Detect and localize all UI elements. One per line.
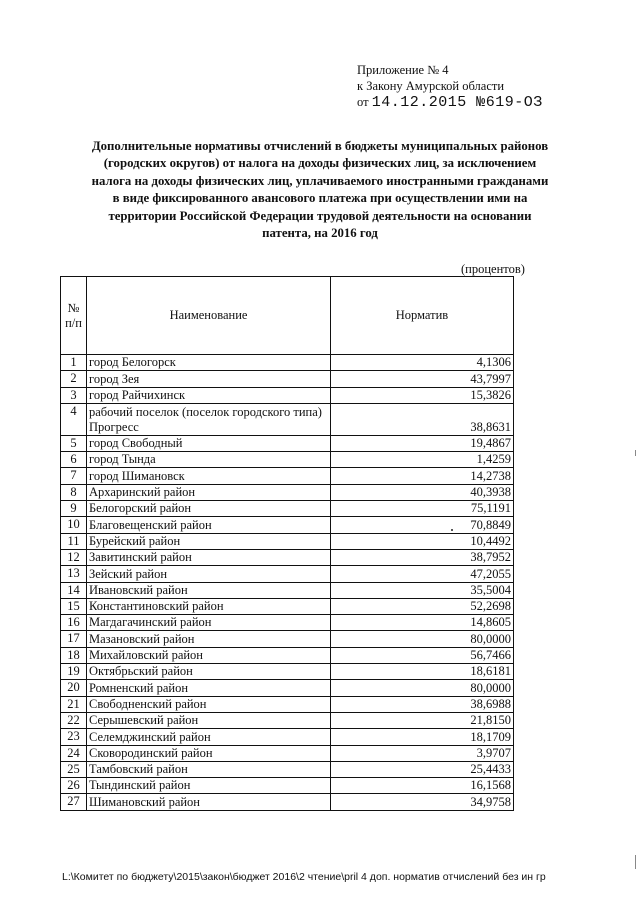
row-value: 25,4433 [331,761,514,777]
row-value: 52,2698 [331,598,514,614]
row-number: 4 [61,403,87,435]
table-row [61,533,514,549]
annex-number: Приложение № 4 [357,63,449,77]
scan-speck [451,529,453,531]
row-number: 3 [61,387,87,403]
header-num: № п/п [61,277,87,355]
table-row [61,778,514,794]
row-name: Ромненский район [87,680,331,696]
row-value: 38,7952 [331,549,514,565]
row-number: 19 [61,664,87,680]
row-value: 14,2738 [331,468,514,484]
row-value: 80,0000 [331,680,514,696]
annex-law: к Закону Амурской области [357,79,505,93]
row-name: город Зея [87,371,331,387]
table-row [61,631,514,647]
table-row [61,501,514,517]
row-number: 16 [61,615,87,631]
table-row [61,549,514,565]
row-value: 38,8631 [331,403,514,435]
row-name: Селемджинский район [87,729,331,745]
row-name: Константиновский район [87,598,331,614]
row-name: Архаринский район [87,484,331,500]
row-name: Зейский район [87,566,331,582]
row-number: 26 [61,778,87,794]
row-name: Мазановский район [87,631,331,647]
row-number: 17 [61,631,87,647]
document-title: Дополнительные нормативы отчислений в бюджеты муниципальных районов (городских округов) от налога на доходы физических лиц, за исключением налога на доходы физических лиц, уплачиваемого иностранными гражданами в виде фиксированного авансового платежа при осуществлении ими на территории Российской Федерации трудовой деятельности на основании патента, на 2016 год [91,139,549,241]
table-row [61,582,514,598]
table-header-row [61,277,514,355]
row-name: Сковородинский район [87,745,331,761]
norms-table [60,276,514,811]
table-row [61,484,514,500]
table-row [61,371,514,387]
annex-date-prefix: от [357,95,369,109]
row-name: город Тында [87,452,331,468]
table-row [61,403,514,435]
header-norm: Норматив [331,277,514,355]
row-name: Ивановский район [87,582,331,598]
row-name: Михайловский район [87,647,331,663]
row-value: 75,1191 [331,501,514,517]
row-value: 21,8150 [331,712,514,728]
row-value: 3,9707 [331,745,514,761]
table-row [61,761,514,777]
row-number: 13 [61,566,87,582]
row-number: 12 [61,549,87,565]
scan-edge-mark [635,450,636,456]
file-path-footer: L:\Комитет по бюджету\2015\закон\бюджет 2016\2 чтение\pril 4 доп. норматив отчислений без ин гр [62,871,546,883]
row-number: 22 [61,712,87,728]
table-row [61,517,514,533]
row-number: 27 [61,794,87,810]
table-row [61,566,514,582]
row-value: 35,5004 [331,582,514,598]
row-value: 34,9758 [331,794,514,810]
row-number: 7 [61,468,87,484]
row-name: Белогорский район [87,501,331,517]
table-row [61,598,514,614]
row-number: 11 [61,533,87,549]
row-number: 8 [61,484,87,500]
row-value: 19,4867 [331,435,514,451]
row-name: рабочий поселок (поселок городского типа) Прогресс [87,403,331,435]
row-value: 56,7466 [331,647,514,663]
row-number: 10 [61,517,87,533]
table-row [61,664,514,680]
table-row [61,696,514,712]
row-number: 6 [61,452,87,468]
header-name: Наименование [87,277,331,355]
table-row [61,452,514,468]
row-value: 18,6181 [331,664,514,680]
table-row [61,712,514,728]
row-number: 1 [61,355,87,371]
table-row [61,435,514,451]
annex-header [357,62,543,111]
table-row [61,794,514,810]
row-number: 14 [61,582,87,598]
row-name: город Белогорск [87,355,331,371]
row-name: город Свободный [87,435,331,451]
row-number: 2 [61,371,87,387]
row-name: город Райчихинск [87,387,331,403]
row-value: 16,1568 [331,778,514,794]
table-row [61,680,514,696]
table-row [61,647,514,663]
units-label: (процентов) [461,262,525,276]
row-name: город Шимановск [87,468,331,484]
row-value: 18,1709 [331,729,514,745]
row-number: 25 [61,761,87,777]
row-value: 43,7997 [331,371,514,387]
row-value: 1,4259 [331,452,514,468]
row-value: 47,2055 [331,566,514,582]
row-name: Завитинский район [87,549,331,565]
table-row [61,729,514,745]
annex-date-number: 14.12.2015 №619-ОЗ [371,94,543,111]
row-value: 10,4492 [331,533,514,549]
table-row [61,468,514,484]
row-value: 40,3938 [331,484,514,500]
row-value: 70,8849 [331,517,514,533]
scan-edge-mark [635,855,636,869]
row-value: 15,3826 [331,387,514,403]
row-number: 18 [61,647,87,663]
row-name: Бурейский район [87,533,331,549]
row-value: 80,0000 [331,631,514,647]
annex-date-line [357,94,543,111]
row-number: 5 [61,435,87,451]
row-number: 15 [61,598,87,614]
table-row [61,745,514,761]
row-name: Благовещенский район [87,517,331,533]
row-name: Свободненский район [87,696,331,712]
row-name: Серышевский район [87,712,331,728]
row-value: 14,8605 [331,615,514,631]
row-name: Шимановский район [87,794,331,810]
table-row [61,615,514,631]
row-name: Магдагачинский район [87,615,331,631]
row-value: 38,6988 [331,696,514,712]
row-value: 4,1306 [331,355,514,371]
table-row [61,387,514,403]
row-number: 21 [61,696,87,712]
table-row [61,355,514,371]
row-name: Октябрьский район [87,664,331,680]
row-number: 9 [61,501,87,517]
row-name: Тамбовский район [87,761,331,777]
row-number: 20 [61,680,87,696]
row-name: Тындинский район [87,778,331,794]
row-number: 23 [61,729,87,745]
row-number: 24 [61,745,87,761]
